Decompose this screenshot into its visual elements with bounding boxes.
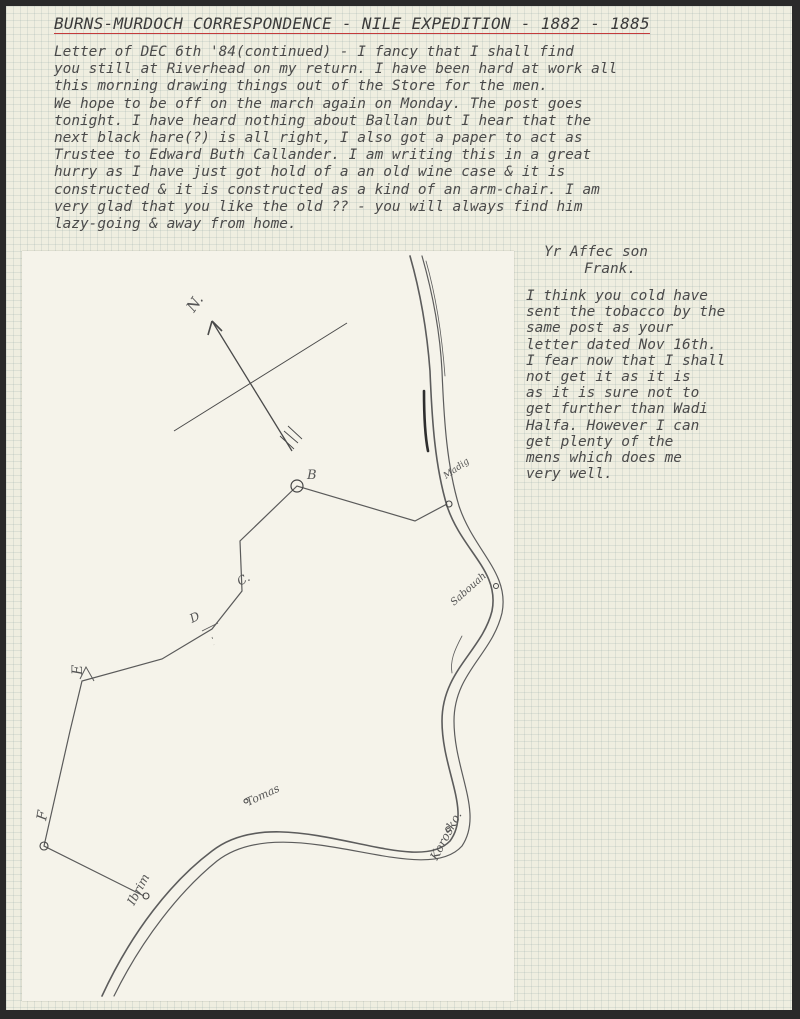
postscript-line: get plenty of the bbox=[526, 433, 674, 450]
waypoint-c-label: C. bbox=[234, 570, 253, 589]
north-label: N. bbox=[182, 291, 207, 316]
letter-postscript bbox=[526, 288, 791, 482]
letter-line: lazy-going & away from home. bbox=[54, 216, 297, 233]
letter-line: next black hare(?) is all right, I also got a paper to act as bbox=[54, 130, 583, 147]
sketch-map bbox=[22, 251, 514, 1001]
waypoint-markers bbox=[40, 480, 499, 899]
madig-label: Madig bbox=[441, 456, 472, 482]
postscript-line: mens which does me bbox=[526, 450, 682, 467]
korosko-label: Korosko. bbox=[427, 808, 465, 863]
waypoint-d-label: D bbox=[187, 608, 202, 626]
postscript-line: I fear now that I shall bbox=[526, 352, 726, 369]
postscript-line: as it is sure not to bbox=[526, 385, 700, 402]
north-arrow-compass bbox=[174, 321, 347, 451]
postscript-line: I think you cold have bbox=[526, 288, 708, 304]
postscript-line: sent the tobacco by the bbox=[526, 304, 726, 321]
ibrim-label: Ibrim bbox=[124, 871, 153, 908]
postscript-line: letter dated Nov 16th. bbox=[526, 336, 717, 353]
letter-line: very glad that you like the old ?? - you will always find him bbox=[54, 198, 583, 215]
postscript-line: Halfa. However I can bbox=[526, 417, 700, 434]
page-heading: BURNS-MURDOCH CORRESPONDENCE - NILE EXPEDITION - 1882 - 1885 bbox=[54, 14, 650, 33]
sketch-map-drawing bbox=[22, 251, 514, 1001]
letter-signoff bbox=[536, 244, 786, 278]
letter-line: Letter of DEC 6th '84(continued) - I fancy that I shall find bbox=[54, 44, 574, 60]
nile-river bbox=[102, 256, 503, 996]
waypoint-b-label: B bbox=[307, 468, 317, 483]
tomas-label: Tomas bbox=[243, 781, 282, 809]
signoff-name: Frank. bbox=[584, 261, 636, 278]
letter-line: tonight. I have heard nothing about Ballan but I hear that the bbox=[54, 112, 592, 129]
letter-line: hurry as I have just got hold of a an old wine case & it is bbox=[54, 164, 566, 181]
sabouah-label: Sabouah bbox=[448, 570, 489, 609]
sabouah-marker bbox=[494, 584, 499, 589]
document-page bbox=[6, 6, 792, 1010]
postscript-line: same post as your bbox=[526, 320, 674, 337]
waypoint-e-label: E bbox=[70, 664, 86, 675]
letter-line: Trustee to Edward Buth Callander. I am writing this in a great bbox=[54, 147, 592, 164]
letter-line: you still at Riverhead on my return. I have been hard at work all bbox=[54, 61, 618, 78]
postscript-line: get further than Wadi bbox=[526, 401, 708, 418]
postscript-line: very well. bbox=[526, 466, 613, 483]
letter-line: We hope to be off on the march again on Monday. The post goes bbox=[54, 95, 583, 112]
signoff-line: Yr Affec son bbox=[544, 244, 648, 260]
letter-line: this morning drawing things out of the Store for the men. bbox=[54, 78, 548, 95]
letter-body bbox=[54, 44, 789, 233]
postscript-line: not get it as it is bbox=[526, 369, 691, 386]
waypoint-f-label: F bbox=[34, 809, 52, 822]
letter-line: constructed & it is constructed as a kind of an arm-chair. I am bbox=[54, 181, 600, 198]
